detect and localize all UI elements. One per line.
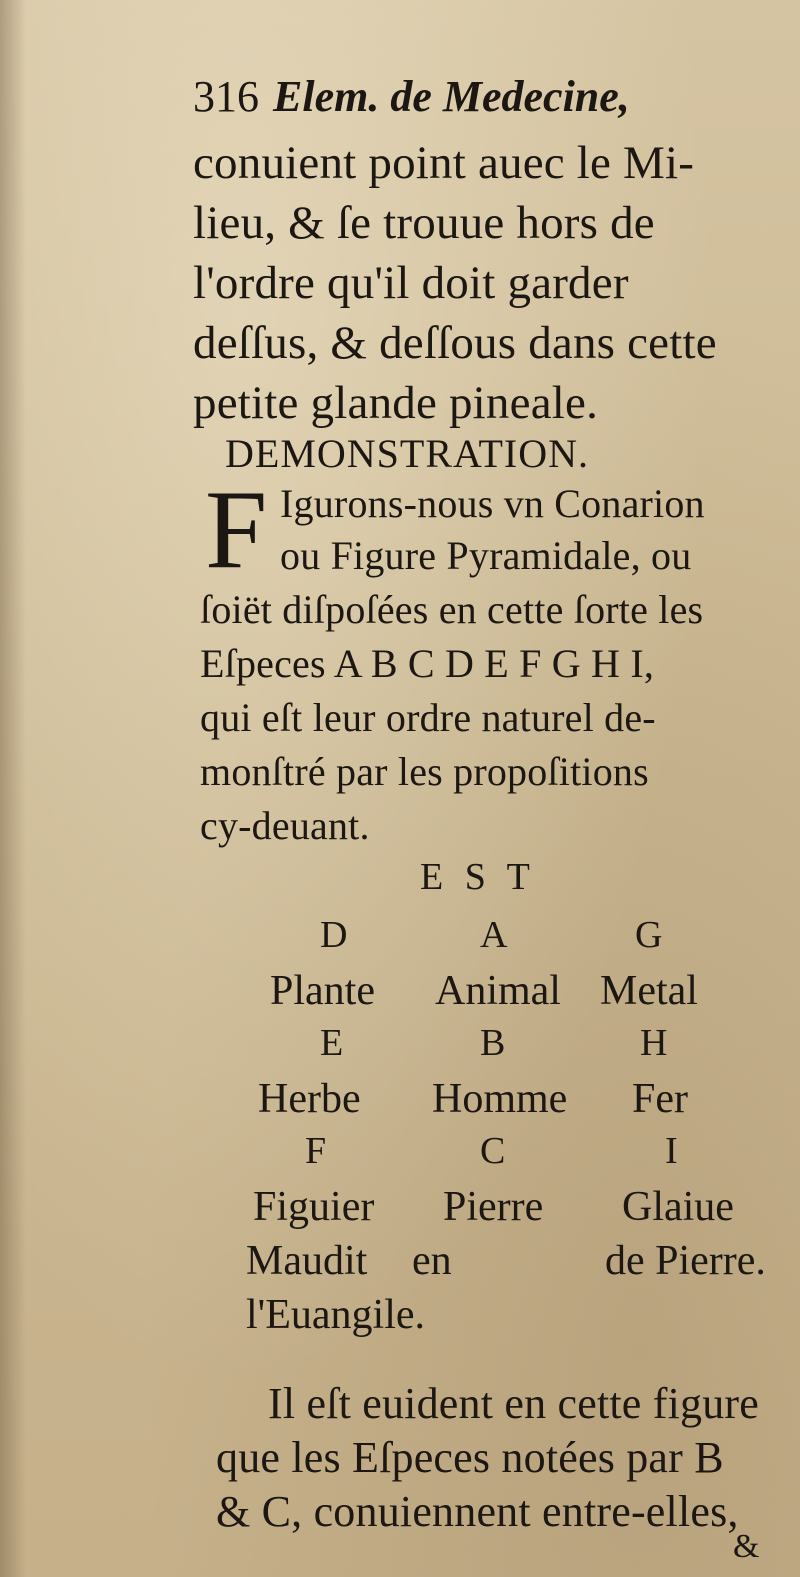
text-line: que les Eſpeces notées par B [216,1433,724,1482]
diagram-letter: D [320,914,348,956]
diagram-letter: B [480,1022,506,1064]
running-header [193,72,630,121]
text-line: & C, conuiennent entre-elles, [216,1487,739,1536]
text-line: petite glande pineale. [193,377,599,429]
diagram-word: Fer [632,1076,688,1122]
diagram-word: Figuier [253,1184,375,1230]
diagram-letter: F [305,1130,327,1172]
diagram-word: Herbe [258,1076,361,1122]
text-line: ou Figure Pyramidale, ou [280,533,692,578]
diagram-word: Animal [435,968,561,1014]
page-binding-shadow [0,0,26,1577]
diagram-word: Pierre [443,1184,544,1230]
text-line: Igurons-nous vn Conarion [280,481,705,526]
diagram-word: l'Euangile. [246,1292,426,1338]
text-line: lieu, & ſe trouue hors de [193,197,655,249]
diagram-word: Homme [432,1076,568,1122]
text-line: cy-deuant. [200,803,370,848]
diagram-top: E S T [420,856,536,898]
diagram-letter: G [635,914,663,956]
diagram-letter: I [665,1130,678,1172]
text-line: l'ordre qu'il doit garder [193,257,629,309]
running-title: Elem. de Medecine, [273,72,630,121]
diagram-word: Metal [600,968,698,1014]
catchword: & [733,1528,760,1565]
diagram-letter: E [320,1022,344,1064]
diagram-word: Plante [270,968,375,1014]
page-number: 316 [193,72,259,121]
drop-cap: F [205,468,268,592]
text-line: ſoiët diſpoſées en cette ſorte les [200,587,704,632]
diagram-word: en [412,1238,452,1284]
diagram-letter: A [480,914,508,956]
diagram-word: Maudit [246,1238,368,1284]
text-line: qui eſt leur ordre naturel de- [200,695,656,740]
text-line: deſſus, & deſſous dans cette [193,317,717,369]
text-line: Il eſt euident en cette figure [268,1379,759,1428]
diagram-letter: C [480,1130,506,1172]
section-heading: DEMONSTRATION. [225,431,589,476]
text-line: monſtré par les propoſitions [200,749,649,794]
text-line: conuient point auec le Mi- [193,137,695,189]
diagram-word: Glaiue [622,1184,734,1230]
diagram-word: de Pierre. [605,1238,766,1284]
text-line: Eſpeces A B C D E F G H I, [200,641,655,686]
diagram-letter: H [640,1022,668,1064]
